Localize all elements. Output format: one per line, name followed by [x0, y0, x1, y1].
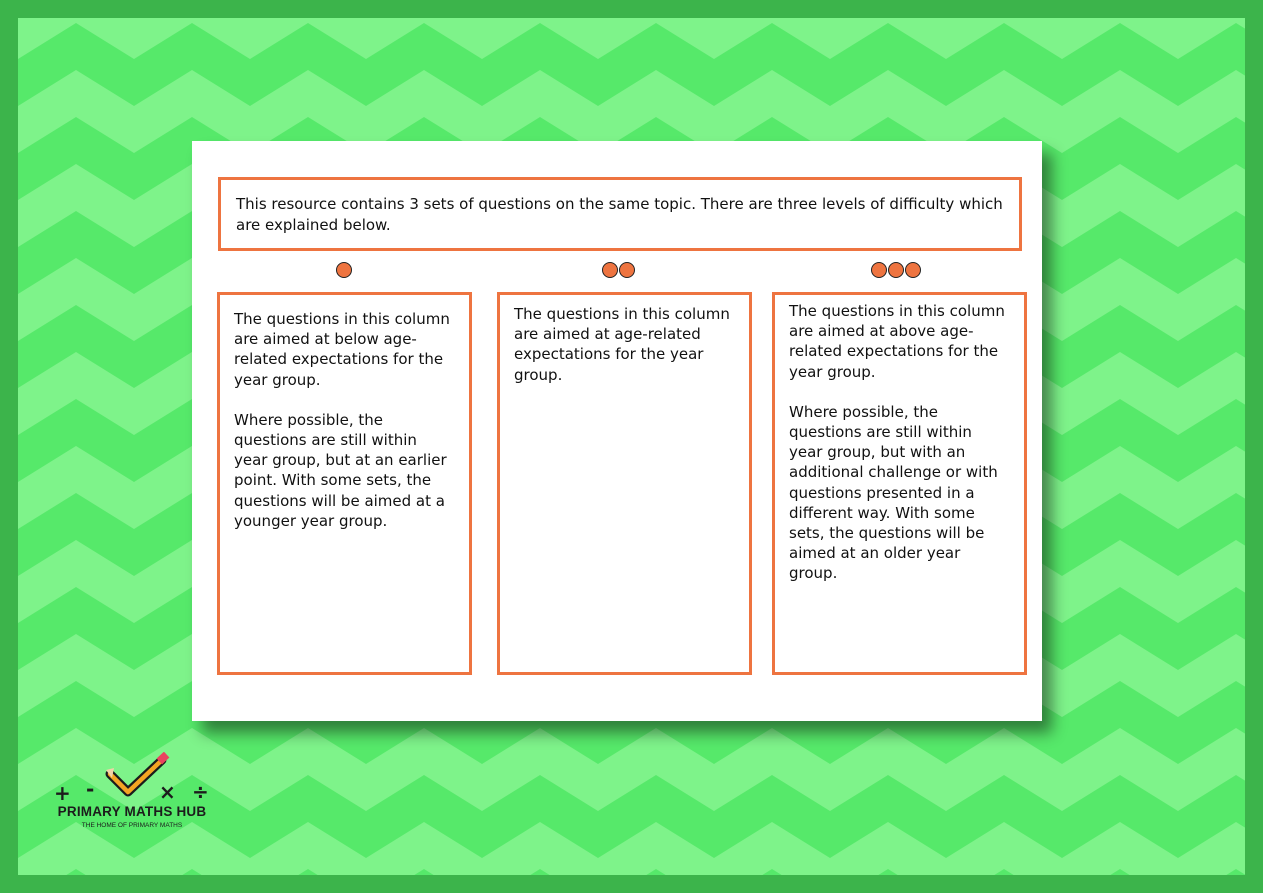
level-1-column: [217, 292, 472, 675]
difficulty-dot-icon: [336, 262, 352, 278]
logo-tagline: THE HOME OF PRIMARY MATHS: [81, 822, 183, 829]
column-paragraph: Where possible, the questions are still within year group, but at an earlier point. With some sets, the questions will be aimed at a younger year group.: [234, 410, 447, 530]
column-paragraph: The questions in this column are aimed at below age-related expectations for the year group.: [234, 310, 450, 389]
logo-symbols: [44, 752, 224, 804]
difficulty-dot-icon: [619, 262, 635, 278]
chevron-background: [18, 18, 1245, 875]
worksheet-card: [192, 141, 1042, 721]
plus-icon: +: [54, 781, 71, 804]
minus-icon: -: [86, 777, 95, 801]
level-1-indicator: [336, 262, 352, 284]
column-paragraph: The questions in this column are aimed at age-related expectations for the year group.: [514, 305, 730, 384]
difficulty-dot-icon: [602, 262, 618, 278]
difficulty-dot-icon: [888, 262, 904, 278]
level-3-indicator: [871, 262, 921, 284]
difficulty-dot-icon: [871, 262, 887, 278]
column-paragraph: Where possible, the questions are still within year group, but with an additional challenge or with questions presented in a different way. With some sets, the questions will be aimed at an older year group.: [789, 402, 998, 583]
divide-icon: ÷: [192, 780, 209, 804]
level-2-indicator: [602, 262, 635, 284]
level-2-column: [497, 292, 752, 675]
intro-box: This resource contains 3 sets of questions on the same topic. There are three levels of difficulty which are explained below.: [218, 177, 1022, 251]
primary-maths-hub-logo: [44, 752, 234, 832]
multiply-icon: ×: [159, 780, 176, 804]
logo-name: PRIMARY MATHS HUB: [57, 804, 207, 819]
difficulty-dot-icon: [905, 262, 921, 278]
column-paragraph: The questions in this column are aimed at above age-related expectations for the year group.: [789, 302, 1005, 381]
level-3-column: [772, 292, 1027, 675]
